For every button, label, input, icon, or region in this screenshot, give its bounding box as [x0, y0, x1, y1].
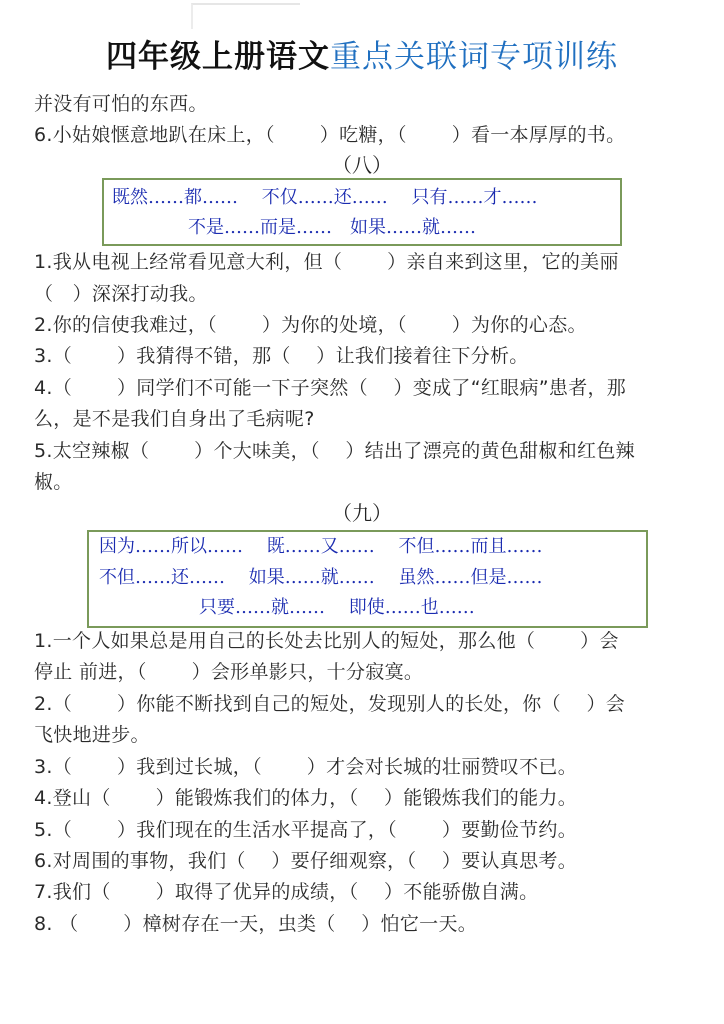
question-line: 7.我们（ ）取得了优异的成绩，（ ）不能骄傲自满。: [34, 881, 539, 903]
section-8-word-box: [102, 178, 622, 246]
page-title: [0, 34, 724, 80]
question-line: 8. （ ）樟树存在一天，虫类（ ）怕它一天。: [34, 913, 478, 935]
page-corner-mark: [191, 3, 300, 29]
question-line: 1.一个人如果总是用自己的长处去比别人的短处，那么他（ ）会: [34, 630, 619, 652]
question-line: 4.（ ）同学们不可能一下子突然（ ）变成了“红眼病”患者，那: [34, 377, 627, 399]
question-line: 2.（ ）你能不断找到自己的短处，发现别人的长处，你（ ）会: [34, 693, 626, 715]
question-line: 1.我从电视上经常看见意大利，但（ ）亲自来到这里，它的美丽: [34, 251, 619, 273]
title-topic-part: 重点关联词专项训练: [330, 39, 618, 75]
question-line: （ ）深深打动我。: [34, 283, 208, 305]
word-box-row: 既然……都…… 不仅……还…… 只有……才……: [112, 187, 538, 208]
word-box-row: 因为……所以…… 既……又…… 不但……而且……: [99, 536, 543, 557]
question-line: 6.对周围的事物，我们（ ）要仔细观察，（ ）要认真思考。: [34, 850, 578, 872]
question-line: 么，是不是我们自身出了毛病呢?: [34, 408, 315, 430]
question-line: 3.（ ）我猜得不错，那（ ）让我们接着往下分析。: [34, 345, 529, 367]
question-line: 停止 前进，（ ）会形单影只，十分寂寞。: [34, 661, 424, 683]
question-line: 3.（ ）我到过长城，（ ）才会对长城的壮丽赞叹不已。: [34, 756, 578, 778]
question-line: 飞快地进步。: [34, 724, 150, 746]
word-box-row: 不但……还…… 如果……就…… 虽然……但是……: [99, 567, 543, 588]
question-line: 2.你的信使我难过，（ ）为你的处境，（ ）为你的心态。: [34, 314, 587, 336]
prev-question-6: 6.小姑娘惬意地趴在床上，（ ）吃糖，（ ）看一本厚厚的书。: [34, 124, 626, 146]
word-box-row: 只要……就…… 即使……也……: [199, 597, 475, 618]
prev-question-tail: 并没有可怕的东西。: [34, 93, 208, 115]
question-line: 4.登山（ ）能锻炼我们的体力，（ ）能锻炼我们的能力。: [34, 787, 578, 809]
title-grade-part: 四年级上册语文: [106, 39, 330, 75]
question-line: 椒。: [34, 471, 73, 493]
section-8-heading: （八）: [332, 153, 392, 177]
question-line: 5.（ ）我们现在的生活水平提高了，（ ）要勤俭节约。: [34, 819, 578, 841]
section-9-word-box: [87, 530, 648, 628]
word-box-row: 不是……而是…… 如果……就……: [188, 217, 476, 238]
question-line: 5.太空辣椒（ ）个大味美，（ ）结出了漂亮的黄色甜椒和红色辣: [34, 440, 635, 462]
section-9-heading: （九）: [332, 501, 392, 525]
